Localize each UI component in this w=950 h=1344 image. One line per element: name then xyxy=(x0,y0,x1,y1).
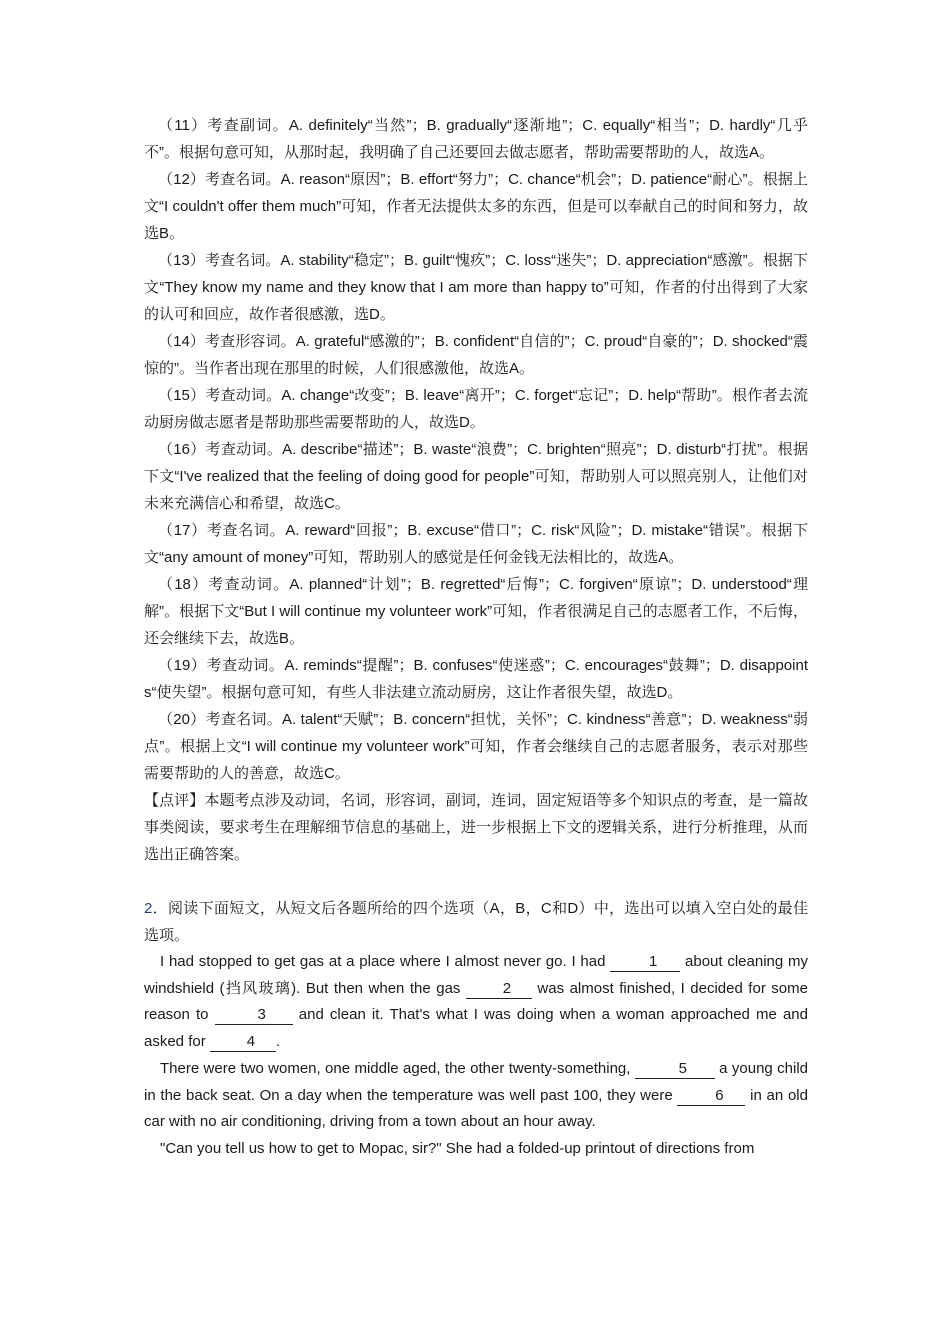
blank-5: 5 xyxy=(635,1060,715,1079)
passage-text: and clean it. That's what I was doing when a woman approached me and asked for xyxy=(144,1006,808,1051)
explanation-18: （18）考查动词。A. planned“计划”；B. regretted“后悔”；C. forgiven“原谅”；D. understood“理解”。根据下文“But I will continue my volunteer work”可知，作者很满足自己的志愿者工作，不后悔，还会继续下去，故选B。 xyxy=(144,576,808,647)
passage-text: There were two women, one middle aged, the other twenty-something, xyxy=(160,1059,635,1077)
explanation-16: （16）考查动词。A. describe“描述”；B. waste“浪费”；C. brighten“照亮”；D. disturb“打扰”。根据下文“I've realized that the feeling of doing good for people”可知，帮助别人可以照亮别人，让他们对未来充满信心和希望，故选C。 xyxy=(144,441,808,512)
document-page xyxy=(144,112,808,1163)
passage-text: . xyxy=(275,1033,281,1051)
explanation-20: （20）考查名词。A. talent“天赋”；B. concern“担忧，关怀”；C. kindness“善意”；D. weakness“弱点”。根据上文“I will continue my volunteer work”可知，作者会继续自己的志愿者服务，表示对那些需要帮助的人的善意，故选C。 xyxy=(144,711,808,782)
question-number: 2 xyxy=(144,900,153,917)
blank-1: 1 xyxy=(610,953,680,972)
explanation-17: （17）考查名词。A. reward“回报”；B. excuse“借口”；C. risk“风险”；D. mistake“错误”。根据下文“any amount of money”可知，帮助别人的感觉是任何金钱无法相比的，故选A。 xyxy=(144,522,808,566)
explanation-19: （19）考查动词。A. reminds“提醒”；B. confuses“使迷惑”；C. encourages“鼓舞”；D. disappoints“使失望”。根据句意可知，有些人非法建立流动厨房，这让作者很失望，故选D。 xyxy=(144,657,808,701)
passage-text: in an old car with no air conditioning, driving from a town about an hour away. xyxy=(144,1086,808,1131)
explanation-11: （11）考查副词。A. definitely“当然”；B. gradually“逐渐地”；C. equally“相当”；D. hardly“几乎不”。根据句意可知，从那时起，我明确了自己还要回去做志愿者，帮助需要帮助的人，故选A。 xyxy=(144,117,808,161)
blank-4: 4 xyxy=(210,1033,276,1052)
blank-6: 6 xyxy=(677,1087,745,1106)
passage-text: a young child in the back seat. On a day when the temperature was well past 100, they were xyxy=(144,1059,808,1104)
comment-paragraph: 【点评】本题考点涉及动词，名词，形容词，副词，连词，固定短语等多个知识点的考查，是一篇故事类阅读，要求考生在理解细节信息的基础上，进一步根据上下文的逻辑关系，进行分析推理，从而选出正确答案。 xyxy=(144,792,808,863)
passage-text: was almost finished, I decided for some reason to xyxy=(144,979,808,1024)
explanation-13: （13）考查名词。A. stability“稳定”；B. guilt“愧疚”；C. loss“迷失”；D. appreciation“感激”。根据下文“They know my name and they know that I am more than happy to”可知，作者的付出得到了大家的认可和回应，故作者很感激，选D。 xyxy=(144,252,808,323)
passage-paragraph-3: "Can you tell us how to get to Mopac, sir?" She had a folded-up printout of directions from xyxy=(160,1139,755,1157)
passage-text: about cleaning my windshield (挡风玻璃). But then when the gas xyxy=(144,953,808,997)
passage-text: I had stopped to get gas at a place where I almost never go. I had xyxy=(160,953,611,970)
explanation-14: （14）考查形容词。A. grateful“感激的”；B. confident“自信的”；C. proud“自豪的”；D. shocked“震惊的”。当作者出现在那里的时候，人们很感激他，故选A。 xyxy=(144,333,808,377)
explanation-15: （15）考查动词。A. change“改变”；B. leave“离开”；C. forget“忘记”；D. help“帮助”。根作者去流动厨房做志愿者是帮助那些需要帮助的人，故选D。 xyxy=(144,387,808,431)
question-2-instruction xyxy=(144,895,808,949)
explanation-12: （12）考查名词。A. reason“原因”；B. effort“努力”；C. chance“机会”；D. patience“耐心”。根据上文“I couldn't offer them much”可知，作者无法提供太多的东西，但是可以奉献自己的时间和努力，故选B。 xyxy=(144,171,808,242)
passage-paragraph-1 xyxy=(144,949,808,1056)
blank-2: 2 xyxy=(466,980,532,999)
passage-paragraph-2 xyxy=(144,1056,808,1136)
instruction-text: ．阅读下面短文，从短文后各题所给的四个选项（A，B，C和D）中，选出可以填入空白处的最佳选项。 xyxy=(144,900,808,944)
section-gap xyxy=(144,868,808,895)
explanation-list xyxy=(144,112,808,787)
blank-3: 3 xyxy=(215,1006,293,1025)
